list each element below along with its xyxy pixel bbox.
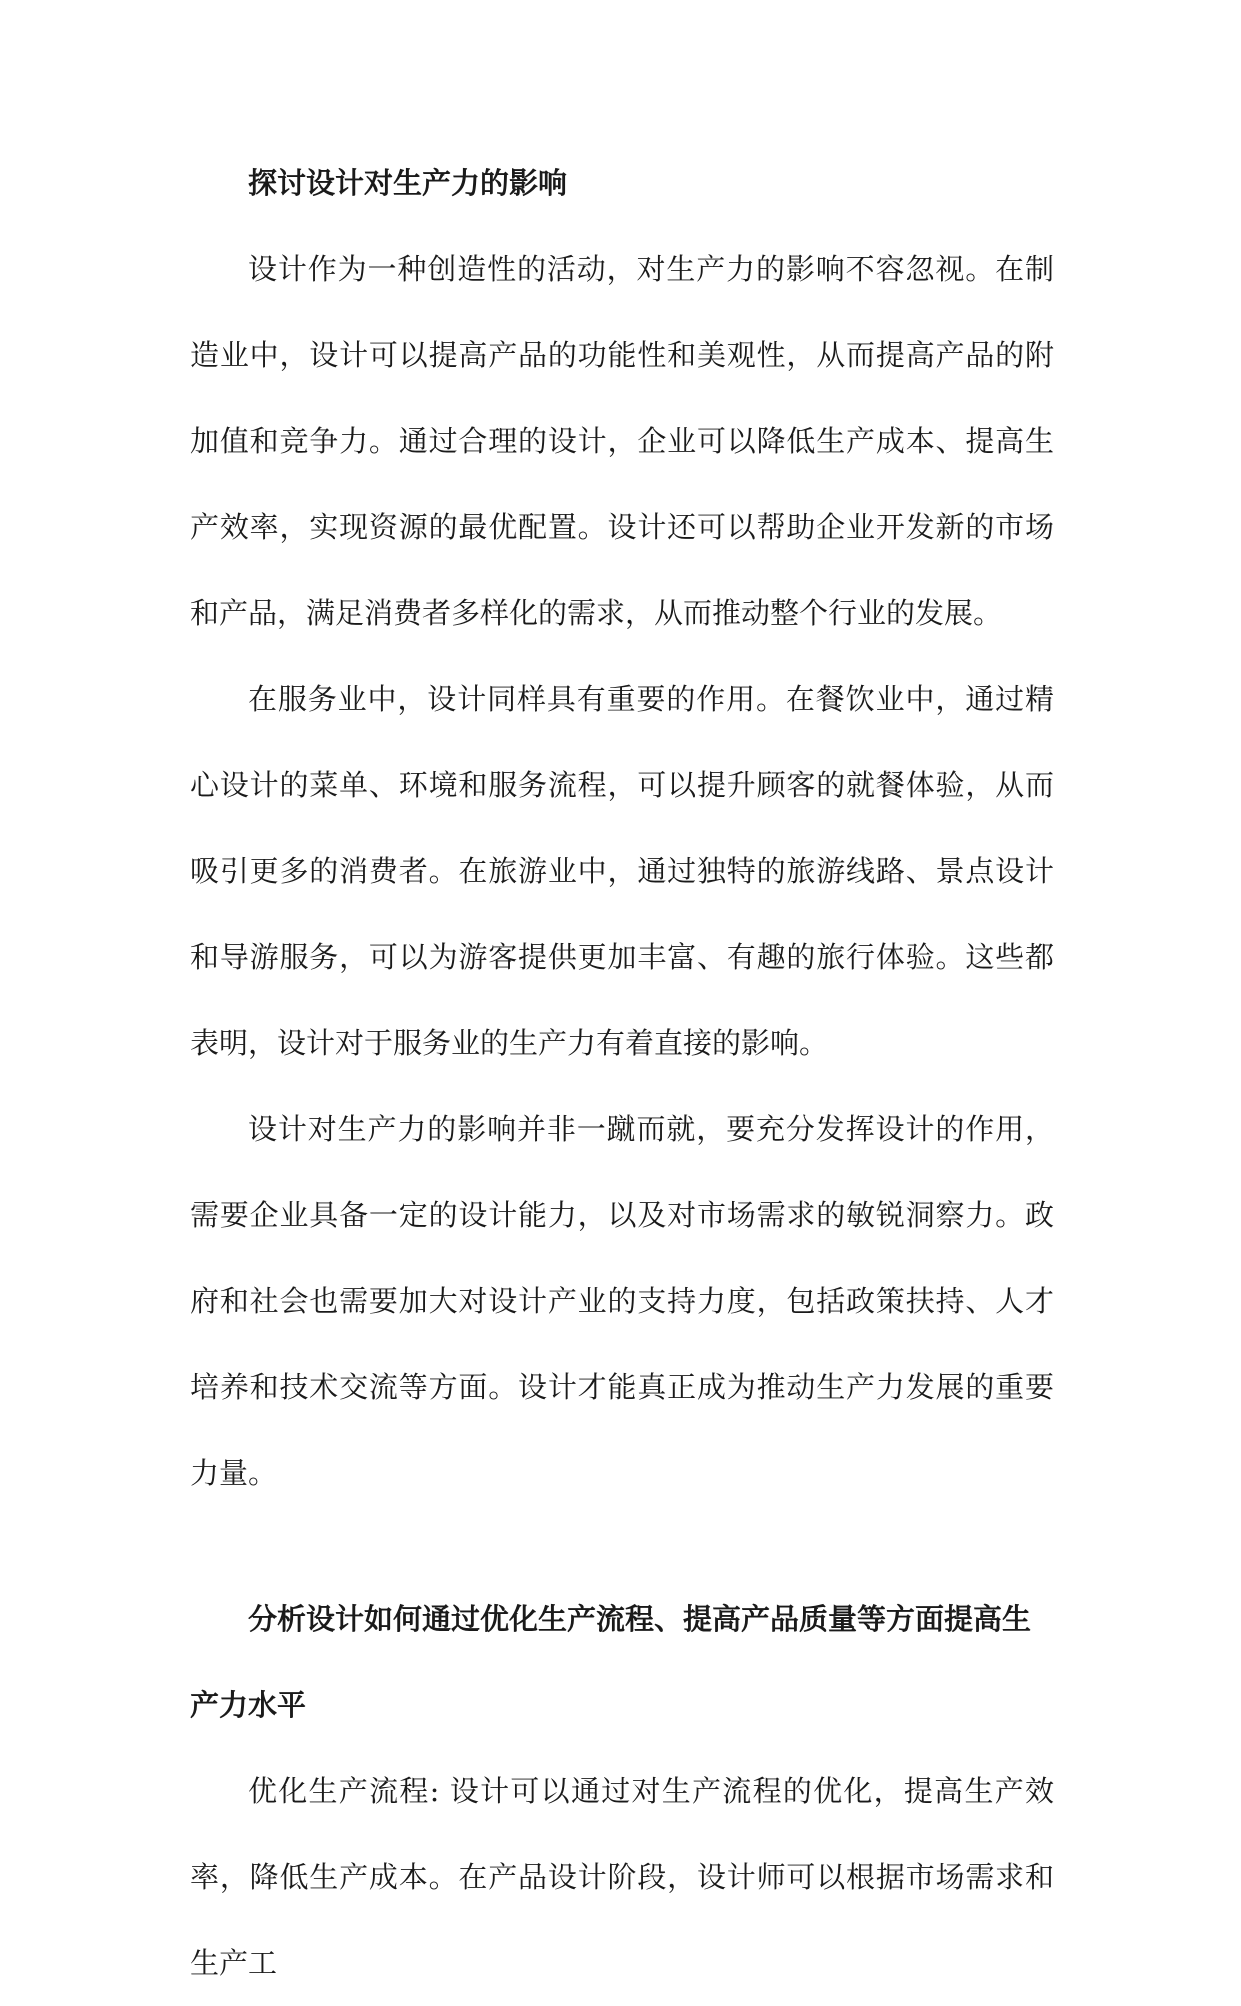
paragraph-support: 设计对生产力的影响并非一蹴而就，要充分发挥设计的作用，需要企业具备一定的设计能力，以及对市场需求的敏锐洞察力。政府和社会也需要加大对设计产业的支持力度，包括政策扶持、人才培养和技术交流等方面。设计才能真正成为推动生产力发展的重要力量。 <box>190 1112 1054 1490</box>
section-title-productivity-impact: 探讨设计对生产力的影响 <box>248 166 568 200</box>
section-title-optimization: 分析设计如何通过优化生产流程、提高产品质量等方面提高生产力水平 <box>190 1602 1032 1722</box>
document-page <box>190 140 1054 2006</box>
section-divider <box>190 1516 1054 1576</box>
paragraph-manufacturing: 设计作为一种创造性的活动，对生产力的影响不容忽视。在制造业中，设计可以提高产品的功能性和美观性，从而提高产品的附加值和竞争力。通过合理的设计，企业可以降低生产成本、提高生产效率，实现资源的最优配置。设计还可以帮助企业开发新的市场和产品，满足消费者多样化的需求，从而推动整个行业的发展。 <box>190 252 1054 630</box>
paragraph-service-industry: 在服务业中，设计同样具有重要的作用。在餐饮业中，通过精心设计的菜单、环境和服务流程，可以提升顾客的就餐体验，从而吸引更多的消费者。在旅游业中，通过独特的旅游线路、景点设计和导游服务，可以为游客提供更加丰富、有趣的旅行体验。这些都表明，设计对于服务业的生产力有着直接的影响。 <box>190 682 1054 1060</box>
paragraph-optimize-process: 优化生产流程: 设计可以通过对生产流程的优化，提高生产效率，降低生产成本。在产品设计阶段，设计师可以根据市场需求和生产工 <box>190 1774 1054 1980</box>
